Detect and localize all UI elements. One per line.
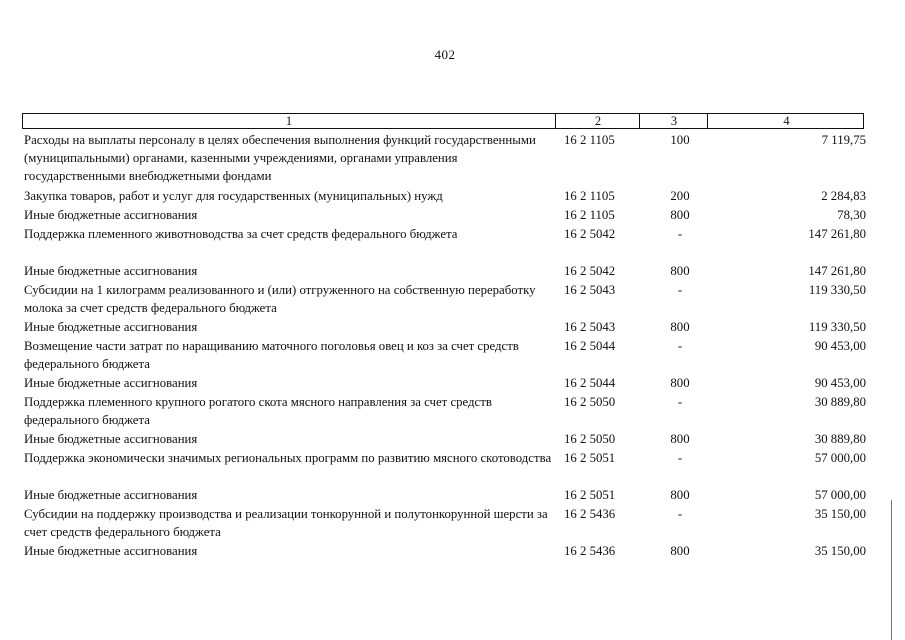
row-amount: 119 330,50 [808,320,866,334]
row-code: 16 2 5050 [564,395,616,409]
row-name: Возмещение части затрат по наращиванию маточного поголовья овец и коз за счет средств федерального бюджета [24,339,519,371]
header-col-4: 4 [707,114,865,128]
row-code: 16 2 5042 [564,227,616,241]
row-code: 16 2 5436 [564,544,616,558]
row-name: Субсидии на поддержку производства и реализации тонкорунной и полутонкорунной шерсти за счет средств федерального бюджета [24,507,548,539]
row-name: Субсидии на 1 килограмм реализованного и (или) отгруженного на собственную переработку молока за счет средств федерального бюджета [24,283,536,315]
row-type: 800 [670,320,690,334]
scan-edge-line [891,500,892,640]
header-col-3: 3 [639,114,708,128]
row-code: 16 2 5050 [564,432,616,446]
table-row [22,318,872,337]
row-name: Поддержка племенного крупного рогатого скота мясного направления за счет средств федерального бюджета [24,395,492,427]
header-col-2: 2 [555,114,640,128]
row-amount: 57 000,00 [814,488,866,502]
row-code: 16 2 5044 [564,339,616,353]
row-code: 16 2 5043 [564,283,616,297]
row-name: Поддержка экономически значимых региональных программ по развитию мясного скотоводства [24,451,552,465]
table-row [22,131,872,187]
row-type: - [677,507,683,521]
row-name: Поддержка племенного животноводства за счет средств федерального бюджета [24,227,458,241]
row-type: 800 [670,208,690,222]
row-type: - [677,451,683,465]
row-amount: 57 000,00 [814,451,866,465]
row-name: Закупка товаров, работ и услуг для государственных (муниципальных) нужд [24,189,443,203]
table-row [22,337,872,374]
row-type: - [677,283,683,297]
row-amount: 147 261,80 [808,264,866,278]
table-row [22,262,872,281]
table-row [22,430,872,449]
row-code: 16 2 1105 [564,189,615,203]
row-amount: 35 150,00 [814,507,866,521]
table-row [22,225,872,262]
row-code: 16 2 5042 [564,264,616,278]
row-type: 800 [670,488,690,502]
row-name: Иные бюджетные ассигнования [24,432,198,446]
header-col-1: 1 [285,114,293,128]
row-code: 16 2 5436 [564,507,616,521]
page-number: 402 [434,47,456,62]
row-name: Иные бюджетные ассигнования [24,320,198,334]
row-code: 16 2 5051 [564,451,616,465]
table-row [22,486,872,505]
row-amount: 2 284,83 [821,189,866,203]
row-code: 16 2 5044 [564,376,616,390]
table-row [22,542,872,561]
row-amount: 7 119,75 [821,133,866,147]
row-type: - [677,395,683,409]
table-row [22,206,872,225]
table-row [22,505,872,542]
row-name: Иные бюджетные ассигнования [24,208,198,222]
row-amount: 90 453,00 [814,339,866,353]
table-row [22,449,872,486]
row-amount: 78,30 [837,208,866,222]
row-amount: 30 889,80 [814,395,866,409]
row-amount: 90 453,00 [814,376,866,390]
row-type: 800 [670,432,690,446]
row-amount: 35 150,00 [814,544,866,558]
row-code: 16 2 5051 [564,488,616,502]
row-code: 16 2 1105 [564,208,615,222]
table-body [22,131,872,561]
table-row [22,374,872,393]
row-name: Иные бюджетные ассигнования [24,488,198,502]
row-type: - [677,227,683,241]
table-row [22,393,872,430]
row-type: 800 [670,264,690,278]
row-type: 100 [670,133,690,147]
row-amount: 147 261,80 [808,227,866,241]
row-amount: 119 330,50 [808,283,866,297]
row-name: Иные бюджетные ассигнования [24,264,198,278]
row-type: - [677,339,683,353]
row-amount: 30 889,80 [814,432,866,446]
row-type: 200 [670,189,690,203]
table-row [22,187,872,206]
table-header [22,113,864,129]
row-code: 16 2 1105 [564,133,615,147]
row-code: 16 2 5043 [564,320,616,334]
row-type: 800 [670,544,690,558]
row-type: 800 [670,376,690,390]
row-name: Иные бюджетные ассигнования [24,544,198,558]
row-name: Расходы на выплаты персоналу в целях обеспечения выполнения функций государственными (муниципальными) органами, казенными учреждениями, органами управления государственными внебюджетными фондами [24,133,536,183]
table-row [22,281,872,318]
row-name: Иные бюджетные ассигнования [24,376,198,390]
